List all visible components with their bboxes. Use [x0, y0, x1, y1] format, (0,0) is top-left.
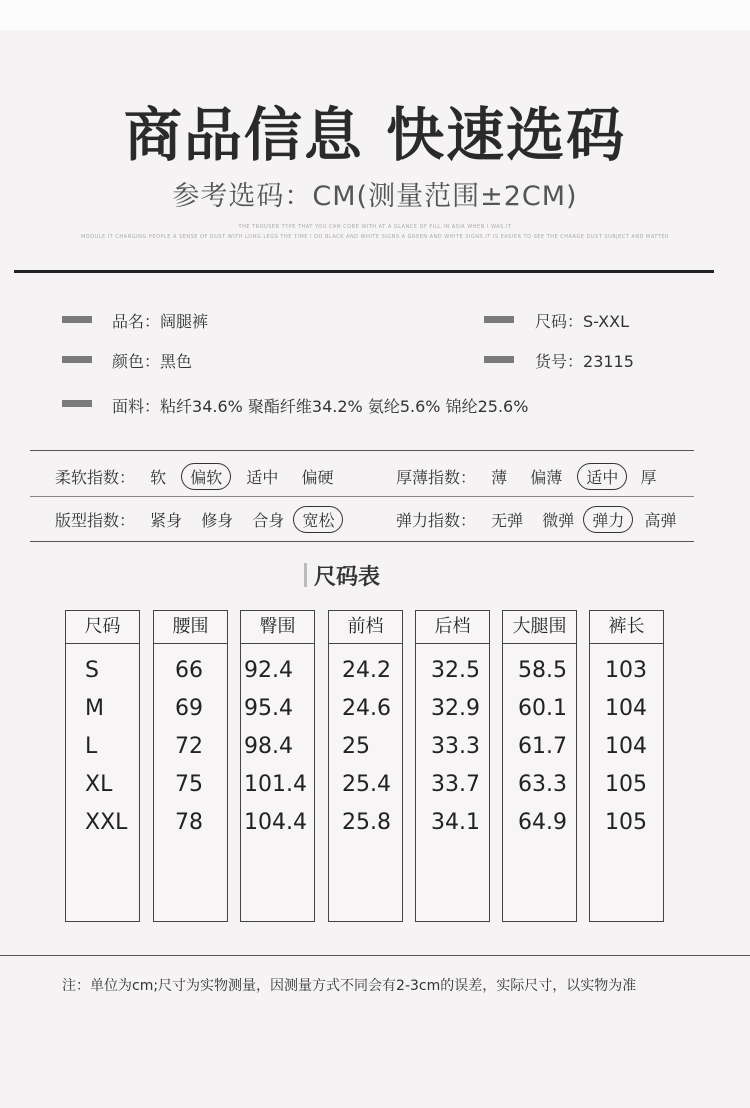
- size-table-cell: 98.4: [244, 734, 293, 759]
- fit-index: [55, 506, 343, 533]
- softness-label: 柔软指数：: [55, 468, 136, 487]
- elasticity-option-selected: 弹力: [583, 506, 633, 533]
- indices-top-rule: [30, 450, 694, 451]
- fine-print-1: THE TROUSER TYPE THAT YOU CAN CORE WITH AT A GLANCE OF FILL IN ASIA WHEN I WAS IT: [238, 224, 512, 230]
- info-sku: [535, 349, 634, 372]
- size-table-cell: 95.4: [244, 696, 293, 721]
- size-table-cell: 104: [605, 734, 647, 759]
- softness-option: 偏硬: [301, 468, 334, 487]
- info-color: [112, 349, 192, 372]
- size-table-cell: 24.6: [342, 696, 391, 721]
- softness-option-selected: 偏软: [181, 463, 231, 490]
- size-table-cell: 32.5: [431, 658, 480, 683]
- size-table-cell: 66: [175, 658, 203, 683]
- fit-option: 修身: [201, 511, 234, 530]
- size-table-cell: 25: [342, 734, 370, 759]
- size-table-column: [328, 610, 403, 922]
- size-table-column: [502, 610, 577, 922]
- indices-bottom-rule: [30, 541, 694, 542]
- size-table-cell: 25.4: [342, 772, 391, 797]
- size-table-cell: XL: [85, 772, 113, 797]
- size-table-cell: 33.3: [431, 734, 480, 759]
- size-table-cell: 104.4: [244, 810, 307, 835]
- size-table-cell: 75: [175, 772, 203, 797]
- fit-option: 合身: [252, 511, 285, 530]
- size-table-header: 腰围: [154, 611, 227, 644]
- fit-option: 紧身: [150, 511, 183, 530]
- size-table-cell: 25.8: [342, 810, 391, 835]
- size-table-cell: 63.3: [518, 772, 567, 797]
- info-name: [112, 309, 208, 332]
- bullet-bar: [484, 316, 514, 323]
- indices-mid-rule: [30, 496, 694, 497]
- softness-option: 软: [150, 468, 167, 487]
- size-table-cell: 101.4: [244, 772, 307, 797]
- size-value: S-XXL: [583, 312, 629, 331]
- footnote: 注：单位为cm;尺寸为实物测量，因测量方式不同会有2-3cm的误差，实际尺寸，以实物为准: [62, 978, 637, 994]
- thickness-index: [396, 463, 656, 490]
- size-table-column: [65, 610, 140, 922]
- size-table-header: 裤长: [590, 611, 663, 644]
- sku-label: 货号：: [535, 352, 584, 371]
- size-table-header: 臀围: [241, 611, 314, 644]
- size-table-title: 尺码表: [314, 565, 381, 590]
- softness-index: [55, 463, 333, 490]
- size-table-cell: 105: [605, 772, 647, 797]
- color-value: 黑色: [160, 352, 193, 371]
- size-table-cell: S: [85, 658, 99, 683]
- size-table-cell: M: [85, 696, 104, 721]
- elasticity-label: 弹力指数：: [396, 511, 477, 530]
- section-marker: [304, 563, 307, 587]
- size-table-cell: 105: [605, 810, 647, 835]
- thickness-option: 薄: [491, 468, 508, 487]
- size-table-cell: 72: [175, 734, 203, 759]
- bullet-bar: [62, 356, 92, 363]
- size-table-header: 后档: [416, 611, 489, 644]
- fabric-label: 面料：: [112, 397, 161, 416]
- elasticity-index: [396, 506, 676, 533]
- bullet-bar: [62, 400, 92, 407]
- size-table-cell: XXL: [85, 810, 128, 835]
- size-table-column: [589, 610, 664, 922]
- header-divider: [14, 270, 714, 273]
- size-table-cell: L: [85, 734, 98, 759]
- page-title: 商品信息 快速选码: [123, 101, 627, 169]
- name-value: 阔腿裤: [160, 312, 209, 331]
- size-table-header: 前档: [329, 611, 402, 644]
- size-table-cell: 33.7: [431, 772, 480, 797]
- page-subtitle: 参考选码：CM(测量范围±2CM): [172, 181, 578, 212]
- size-label: 尺码：: [535, 312, 584, 331]
- size-table-cell: 61.7: [518, 734, 567, 759]
- color-label: 颜色：: [112, 352, 161, 371]
- thickness-option-selected: 适中: [577, 463, 627, 490]
- fit-option-selected: 宽松: [293, 506, 343, 533]
- name-label: 品名：: [112, 312, 161, 331]
- size-table-cell: 58.5: [518, 658, 567, 683]
- elasticity-option: 微弹: [542, 511, 575, 530]
- thickness-option: 厚: [640, 468, 657, 487]
- softness-option: 适中: [246, 468, 279, 487]
- size-table-cell: 78: [175, 810, 203, 835]
- elasticity-option: 高弹: [644, 511, 677, 530]
- fit-label: 版型指数：: [55, 511, 136, 530]
- size-table-cell: 69: [175, 696, 203, 721]
- size-table-cell: 64.9: [518, 810, 567, 835]
- elasticity-option: 无弹: [491, 511, 524, 530]
- fine-print-2: MODULE IT CHANGING PEOPLE A SENSE OF DUST WITH LONG LEGS THE TIME I DO BLACK AND WHITE SIGNS A GREEN AND WHITE SIGNS IT IS EASIER TO SEE THE CHARGE DUST SUBJECT AND MATTER: [80, 234, 669, 240]
- size-table-cell: 60.1: [518, 696, 567, 721]
- size-table-cell: 32.9: [431, 696, 480, 721]
- footer-divider: [0, 955, 750, 956]
- size-table-header: 尺码: [66, 611, 139, 644]
- size-table-column: [240, 610, 315, 922]
- bullet-bar: [62, 316, 92, 323]
- size-table-column: [415, 610, 490, 922]
- thickness-option: 偏薄: [530, 468, 563, 487]
- size-table-cell: 103: [605, 658, 647, 683]
- top-band: [0, 0, 750, 30]
- fabric-value: 粘纤34.6% 聚酯纤维34.2% 氨纶5.6% 锦纶25.6%: [160, 397, 529, 416]
- size-table-cell: 104: [605, 696, 647, 721]
- bullet-bar: [484, 356, 514, 363]
- sku-value: 23115: [583, 352, 634, 371]
- size-table-cell: 24.2: [342, 658, 391, 683]
- size-table-cell: 34.1: [431, 810, 480, 835]
- info-fabric: [112, 394, 528, 417]
- info-size: [535, 309, 629, 332]
- size-table-cell: 92.4: [244, 658, 293, 683]
- thickness-label: 厚薄指数：: [396, 468, 477, 487]
- size-table-column: [153, 610, 228, 922]
- size-table-header: 大腿围: [503, 611, 576, 644]
